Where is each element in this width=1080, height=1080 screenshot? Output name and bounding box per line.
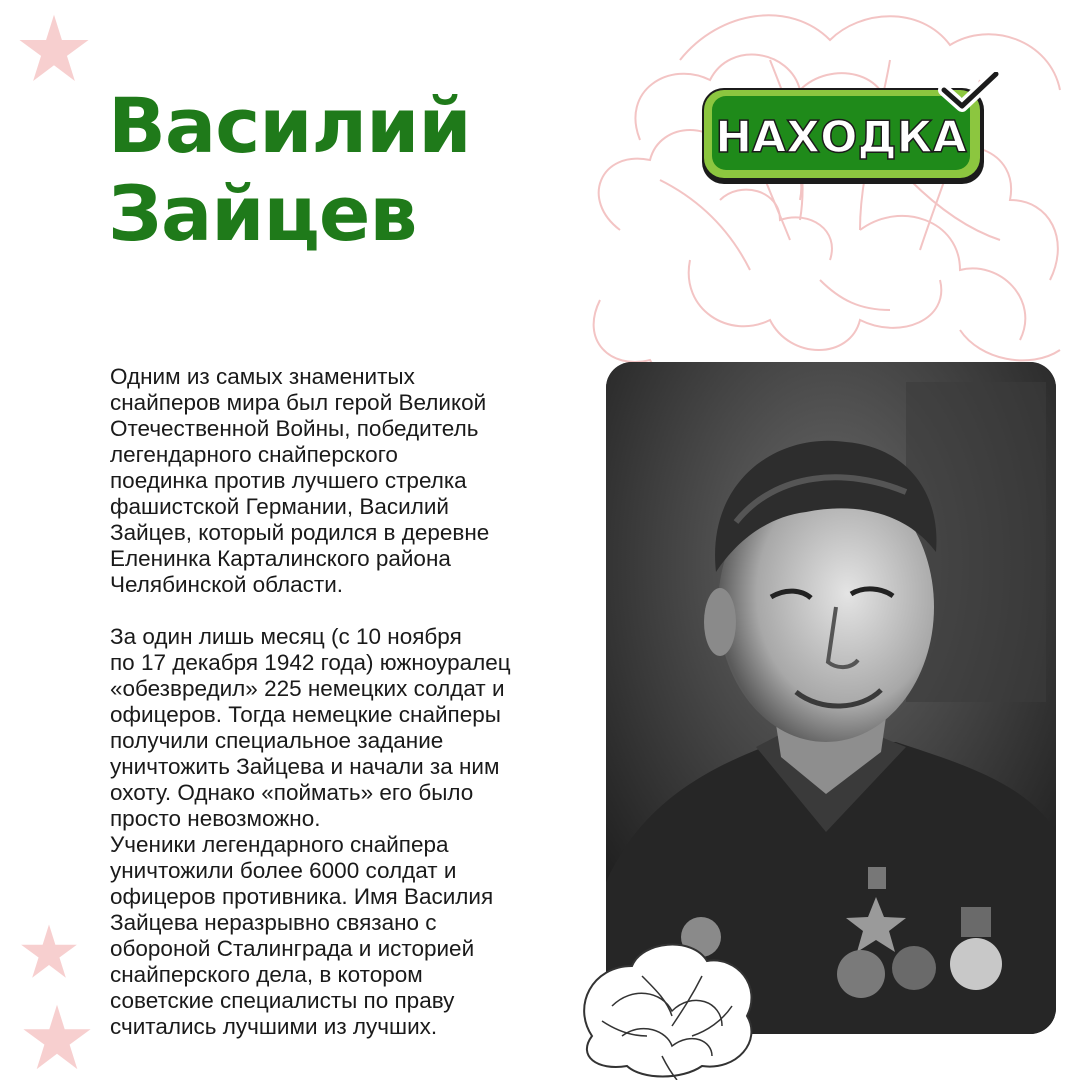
title-line-1: Василий [108, 81, 471, 170]
paragraph-2: За один лишь месяц (с 10 ноября по 17 декабря 1942 года) южноуралец «обезвредил» 225 немецких солдат и офицеров. Тогда немецкие снайперы получили специальное задание уничтожить Зайцева и начали за ним охоту. Однако «поймать» его было просто невозможно. [110, 624, 511, 831]
paragraph-3: Ученики легендарного снайпера уничтожили более 6000 солдат и офицеров противника. Имя Василия Зайцева неразрывно связано с обороной Сталинграда и историей снайперского дела, в котором советские специалисты по праву считались лучшими из лучших. [110, 832, 494, 1039]
carnation-illustration [572, 936, 762, 1080]
portrait-photo [606, 362, 1056, 1034]
logo-text: НАХОДКА [715, 112, 967, 163]
star-icon [20, 924, 78, 980]
nakhodka-logo [700, 72, 1000, 192]
page-title [108, 82, 471, 258]
article-text [110, 364, 600, 1040]
star-icon [22, 1004, 92, 1072]
title-line-2: Зайцев [108, 169, 417, 258]
star-icon [18, 14, 90, 84]
paragraph-1: Одним из самых знаменитых снайперов мира был герой Великой Отечественной Войны, победитель легендарного снайперского поединка против лучшего стрелка фашистской Германии, Василий Зайцев, который родился в деревне Еленинка Карталинского района Челябинской области. [110, 364, 490, 597]
carnation-background-illustration [560, 0, 1080, 420]
